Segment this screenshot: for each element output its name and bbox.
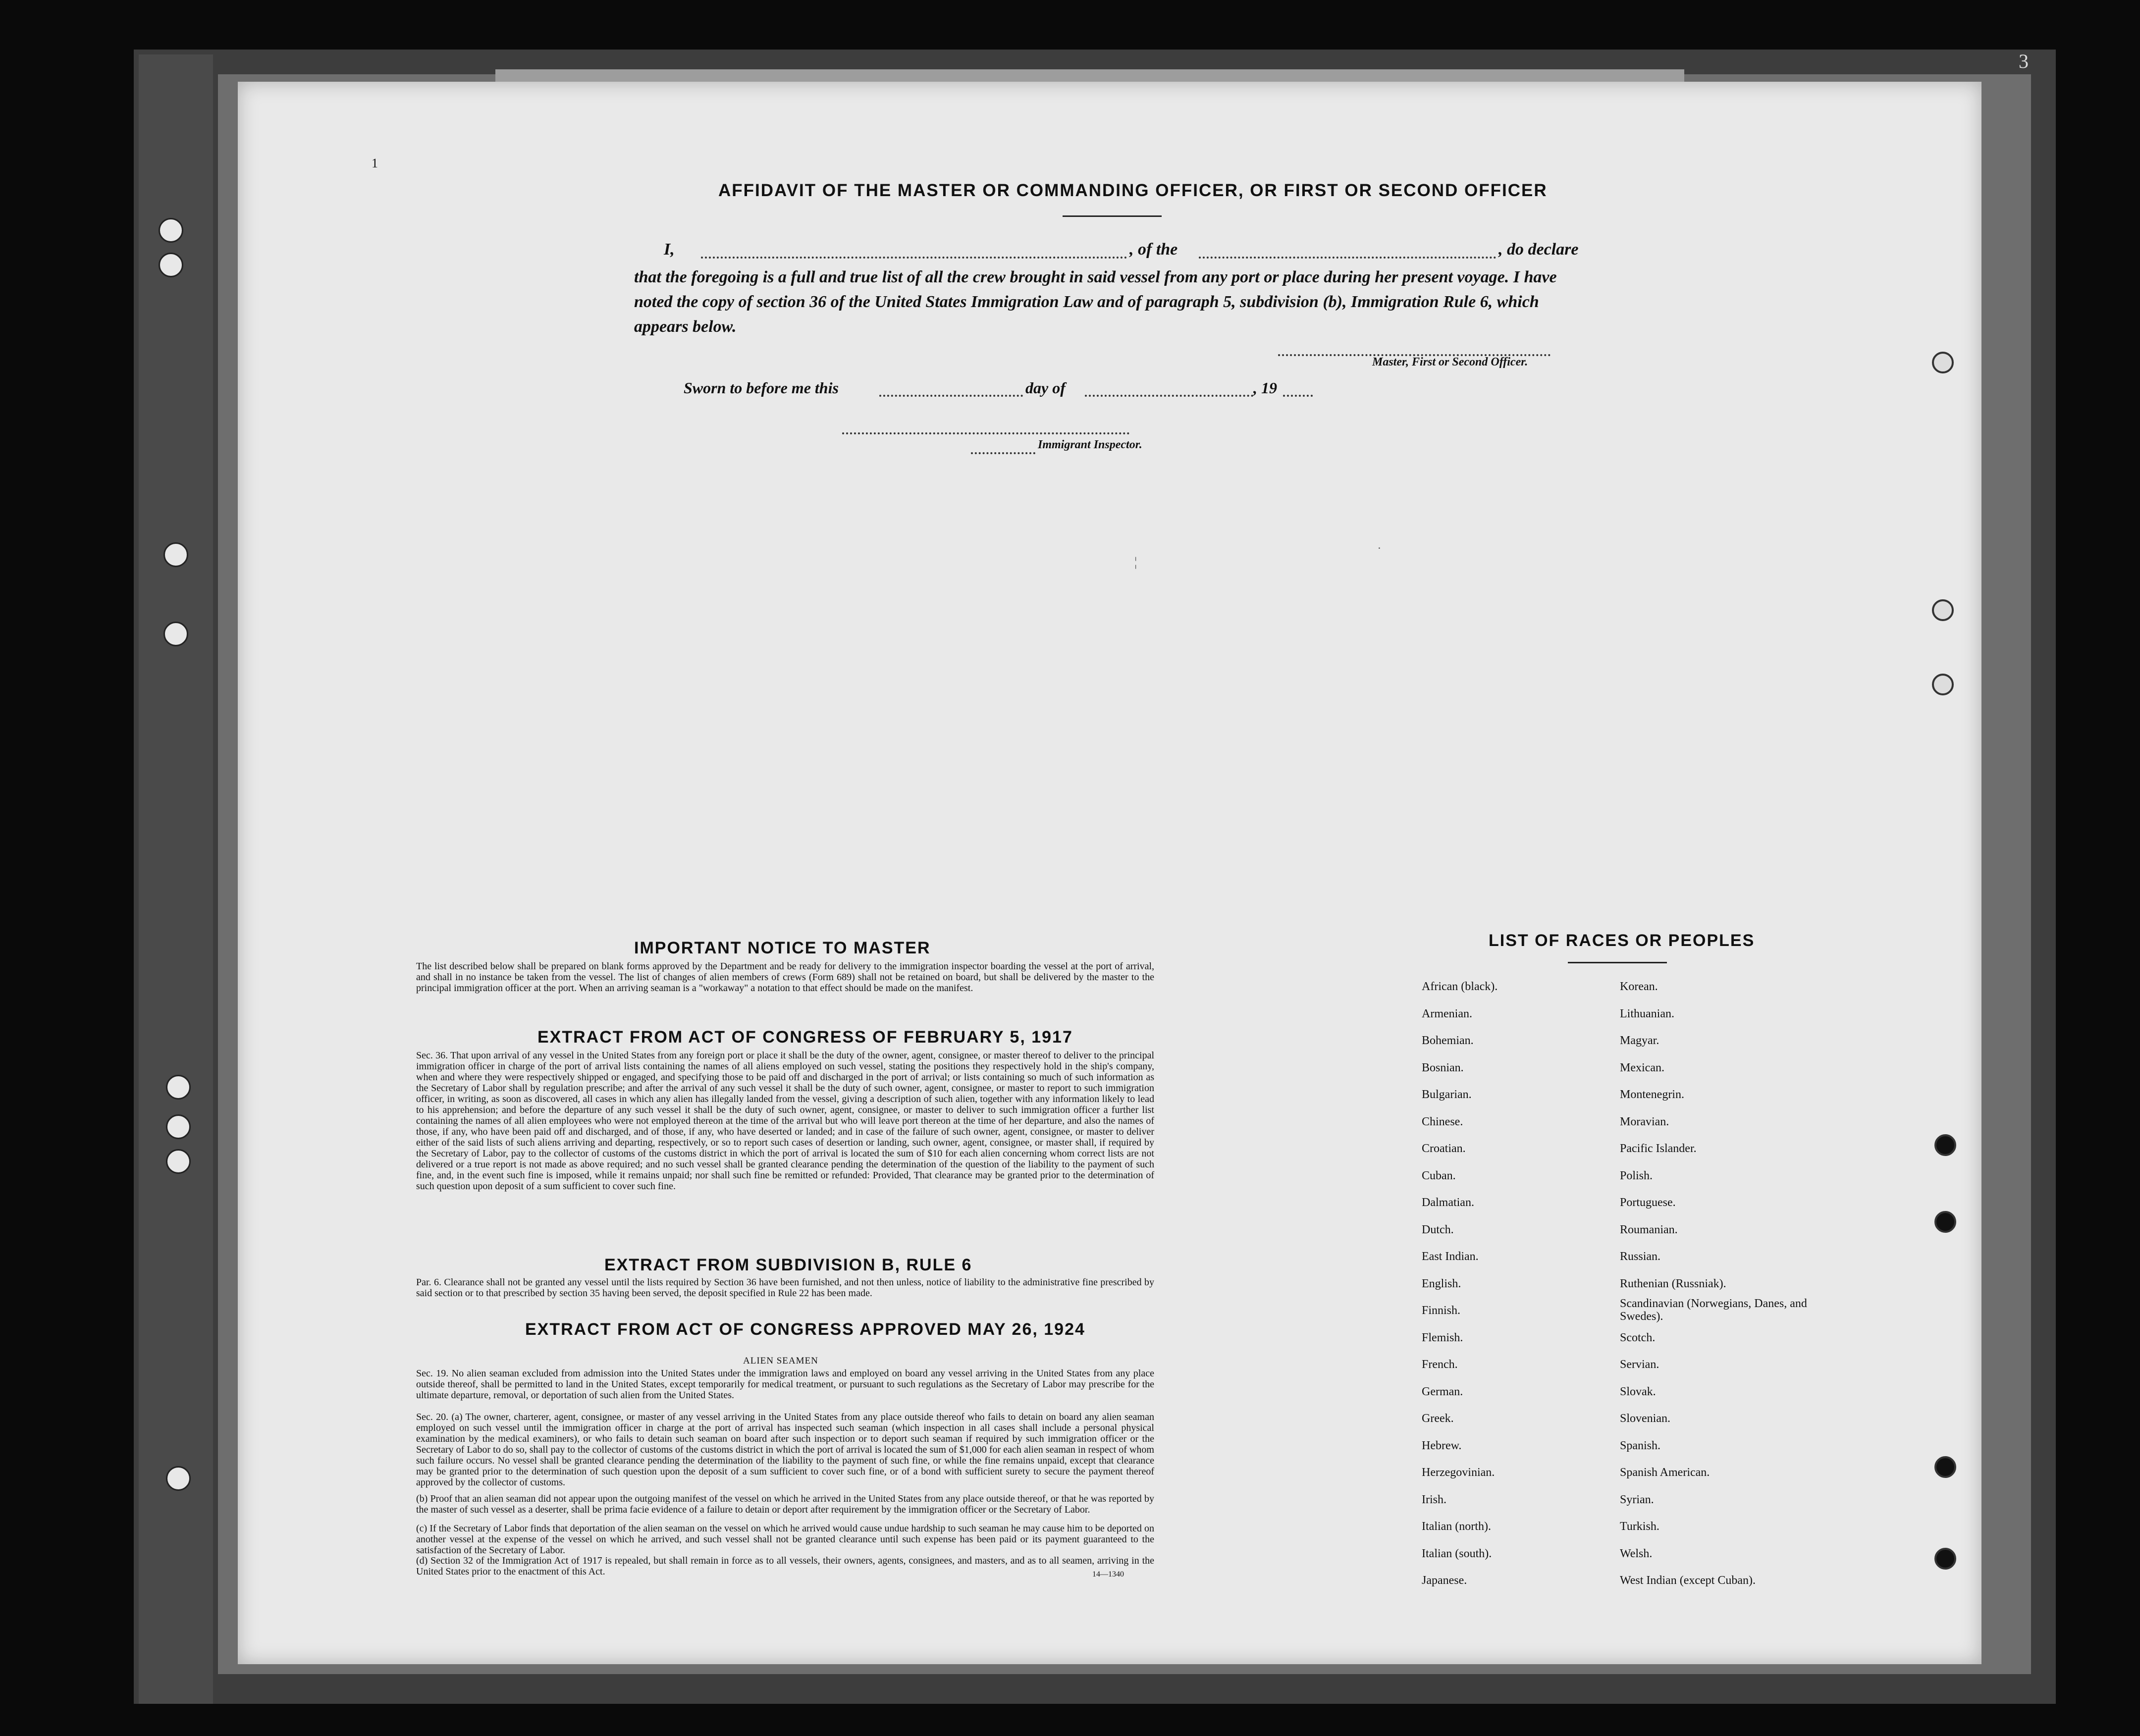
race-item: Korean. [1620,980,1658,993]
sec20d-text: (d) Section 32 of the Immigration Act of 1917 is repealed, but shall remain in force as to all vessels, their owners, agents, consignees, and masters, and as to all seamen, arriving in the United States prior to the enactment of this Act. [416,1555,1154,1577]
signature-label: Master, First or Second Officer. [1372,356,1528,368]
page-number: 3 [2019,50,2029,72]
race-item: Servian. [1620,1358,1659,1371]
title-underline [1063,215,1162,217]
race-item: Cuban. [1422,1169,1456,1182]
binder-hole [163,622,188,646]
do-declare-label: , do declare [1498,240,1579,259]
sworn-year-field[interactable] [1283,395,1313,397]
race-item: East Indian. [1422,1250,1479,1263]
affidavit-body: that the foregoing is a full and true list of all the crew brought in said vessel from any port or place during her present voyage. I have noted the copy of section 36 of the United States Immigration Law and of paragraph 5, subdivision (b), Immigration Rule 6, which appears below. [634,268,1557,336]
race-item: Dalmatian. [1422,1196,1474,1209]
extract-rule6-title: EXTRACT FROM SUBDIVISION B, RULE 6 [604,1256,972,1274]
race-item: Chinese. [1422,1115,1463,1128]
race-item: English. [1422,1277,1461,1290]
page-hole [1934,1211,1956,1233]
year-prefix-label: , 19 [1253,379,1277,397]
race-item: Pacific Islander. [1620,1142,1697,1155]
race-item: French. [1422,1358,1458,1371]
race-item: Welsh. [1620,1547,1653,1560]
form-number: 14—1340 [1092,1570,1124,1578]
race-item: Slovak. [1620,1385,1656,1398]
page-hole [1934,1456,1956,1478]
race-item: Italian (south). [1422,1547,1492,1560]
binder-hole [163,542,188,567]
race-item: Russian. [1620,1250,1661,1263]
race-item: Mexican. [1620,1061,1664,1074]
races-left-column [1422,973,1498,1594]
race-item: Bohemian. [1422,1034,1474,1047]
race-item: Italian (north). [1422,1520,1491,1533]
race-item: Spanish. [1620,1439,1661,1452]
races-right-column [1620,973,1808,1594]
master-name-field[interactable] [701,257,1127,259]
inspector-signature-line[interactable] [842,432,1129,434]
extract-1917-text: Sec. 36. That upon arrival of any vessel in the United States from any foreign port or place it shall be the duty of the owner, agent, consignee, or master thereof to deliver to the principal immigration officer in charge of the port of arrival lists containing the names of all aliens employed on such vessel, stating the positions they respectively hold in the ship's company, when and where they were respectively shipped or engaged, and specifying those to be paid off and discharged in the port of arrival; or lists containing so much of such information as the Secretary of Labor shall by regulation prescribe; and after the arrival of any such vessel it shall be the duty of such owner, agent, consignee, or master to report to such immigration officer, in writing, as soon as discovered, all cases in which any alien has illegally landed from the vessel, giving a description of such alien, together with any information likely to lead to his apprehension; and before the departure of any such vessel it shall be the duty of such owner, agent, consignee, or master to deliver to such immigration officer a further list containing the names of all alien employees who were not employed thereon at the time of the arrival but who will leave port thereon at the time of her departure, and also the names of those, if any, who have been paid off and discharged, and of those, if any, who have deserted or landed; and in case of the failure of such owner, agent, consignee, or master to deliver either of the said lists of such aliens arriving and departing, respectively, or so to report such cases of desertion or landing, such owner, agent, consignee, or master shall, if required by the Secretary of Labor, pay to the collector of customs of the customs district in which the port of arrival is located the sum of $10 for each alien concerning whom correct lists are not delivered or a true report is not made as above required; and no such vessel shall be granted clearance pending the determination of the question of the liability to the payment of such fine, and, in the event such fine is imposed, while it remains unpaid; nor shall such fine be remitted or refunded: Provided, That clearance may be granted prior to the determination of such question upon deposit of a sum sufficient to cover such fine. [416,1050,1154,1192]
sworn-day-field[interactable] [879,395,1023,397]
extract-1924-title: EXTRACT FROM ACT OF CONGRESS APPROVED MAY 26, 1924 [525,1320,1085,1339]
of-the-label: , of the [1129,240,1178,259]
sec20b-text: (b) Proof that an alien seaman did not appear upon the outgoing manifest of the vessel on which he arrived in the United States from any place outside thereof, or that he was reported by the master of such vessel as a deserter, shall be prima facie evidence of a failure to detain or deport after requirement by the immigration officer or the Secretary of Labor. [416,1493,1154,1515]
extract-1917-title: EXTRACT FROM ACT OF CONGRESS OF FEBRUARY 5, 1917 [537,1028,1073,1047]
race-item: Armenian. [1422,1007,1472,1020]
alien-seamen-subtitle: ALIEN SEAMEN [743,1356,818,1366]
race-item: Spanish American. [1620,1466,1710,1479]
race-item: German. [1422,1385,1463,1398]
binder-hole [166,1114,191,1139]
binder-hole [159,218,183,243]
stray-mark: ¦ [1134,555,1137,569]
affidavit-i: I, [664,240,675,259]
page-hole [1934,1548,1956,1570]
race-item: Lithuanian. [1620,1007,1674,1020]
race-item: Montenegrin. [1620,1088,1684,1101]
binder-hole [166,1149,191,1174]
sec20c-text: (c) If the Secretary of Labor finds that deportation of the alien seaman on the vessel on which he arrived would cause undue hardship to such seaman he may cause him to be deported on another vessel at the expense of the vessel on which he arrived, and such vessel shall not be granted clearance until such expense has been paid or its payment guaranteed to the satisfaction of the Secretary of Labor. [416,1523,1154,1556]
inspector-name-line[interactable] [971,452,1035,454]
race-item: Polish. [1620,1169,1653,1182]
binder-hole [166,1466,191,1491]
races-title-underline [1568,962,1667,963]
race-item: Moravian. [1620,1115,1669,1128]
binder-hole [159,253,183,277]
binder-hole [166,1075,191,1100]
race-item: Magyar. [1620,1034,1659,1047]
race-item: Finnish. [1422,1304,1461,1317]
sworn-month-field[interactable] [1085,395,1253,397]
race-item: Greek. [1422,1412,1454,1425]
notice-title: IMPORTANT NOTICE TO MASTER [634,939,931,957]
stray-mark: ˙ [1377,545,1382,559]
extract-rule6-text: Par. 6. Clearance shall not be granted any vessel until the lists required by Section 36 have been furnished, and not then unless, notice of liability to the administrative fine prescribed by said section or to that prescribed by section 35 having been served, the deposit specified in Rule 22 has been made. [416,1277,1154,1299]
race-item: West Indian (except Cuban). [1620,1574,1756,1587]
race-item: Slovenian. [1620,1412,1670,1425]
race-item: Bulgarian. [1422,1088,1472,1101]
race-item: Bosnian. [1422,1061,1464,1074]
race-item: Roumanian. [1620,1223,1678,1236]
races-title: LIST OF RACES OR PEOPLES [1489,931,1755,950]
race-item: Turkish. [1620,1520,1659,1533]
page-hole [1932,599,1954,621]
race-item: Syrian. [1620,1493,1654,1506]
race-item: Portuguese. [1620,1196,1676,1209]
page-hole [1932,352,1954,373]
race-item: Japanese. [1422,1574,1467,1587]
race-item: Herzegovinian. [1422,1466,1495,1479]
race-item: African (black). [1422,980,1498,993]
race-item: Hebrew. [1422,1439,1462,1452]
race-item: Flemish. [1422,1331,1463,1344]
affidavit-title: AFFIDAVIT OF THE MASTER OR COMMANDING OFFICER, OR FIRST OR SECOND OFFICER [718,181,1548,200]
race-item: Irish. [1422,1493,1446,1506]
inspector-label: Immigrant Inspector. [1038,438,1142,451]
page-hole [1932,674,1954,695]
page-hole [1934,1134,1956,1156]
binder-strip [139,54,213,1704]
notice-text: The list described below shall be prepared on blank forms approved by the Department and be ready for delivery to the immigration inspector boarding the vessel at the port of arrival, and shall in no instance be taken from the vessel. The list of changes of alien members of crews (Form 689) shall not be retained on board, but shall be delivered by the master to the principal immigration officer at the port. When an arriving seaman is a "workaway" a notation to that effect should be made on the manifest. [416,961,1154,994]
race-item: Croatian. [1422,1142,1466,1155]
margin-mark-1: 1 [372,156,378,170]
race-item: Ruthenian (Russniak). [1620,1277,1726,1290]
race-item: Scandinavian (Norwegians, Danes, and Swedes). [1620,1297,1807,1323]
sworn-label: Sworn to before me this [684,379,839,397]
race-item: Dutch. [1422,1223,1454,1236]
vessel-name-field[interactable] [1199,257,1496,259]
day-of-label: day of [1025,379,1066,397]
sec19-text: Sec. 19. No alien seaman excluded from admission into the United States under the immigration laws and employed on board any vessel arriving in the United States from any place outside thereof, shall be permitted to land in the United States, except temporarily for medical treatment, or pursuant to such regulations as the Secretary of Labor may prescribe for the ultimate departure, removal, or deportation of such alien from the United States. [416,1368,1154,1401]
sec20a-text: Sec. 20. (a) The owner, charterer, agent, consignee, or master of any vessel arriving in the United States from any place outside thereof who fails to detain on board any alien seaman employed on such vessel until the immigration officer in charge at the port of arrival has inspected such seaman (which inspection in all cases shall include a personal physical examination by the medical examiners), or who fails to detain such seaman on board after such inspection or to deport such seaman if required by such immigration officer or the Secretary of Labor to do so, shall pay to the collector of customs of the customs district in which the port of arrival is located the sum of $1,000 for each alien seaman in respect of whom such failure occurs. No vessel shall be granted clearance pending the determination of the liability to the payment of such fine, or while the fine remains unpaid, except that clearance may be granted prior to the determination of such question upon the deposit of a sum sufficient to cover such fine, or of a bond with sufficient surety to secure the payment thereof approved by the collector of customs. [416,1412,1154,1488]
race-item: Scotch. [1620,1331,1656,1344]
